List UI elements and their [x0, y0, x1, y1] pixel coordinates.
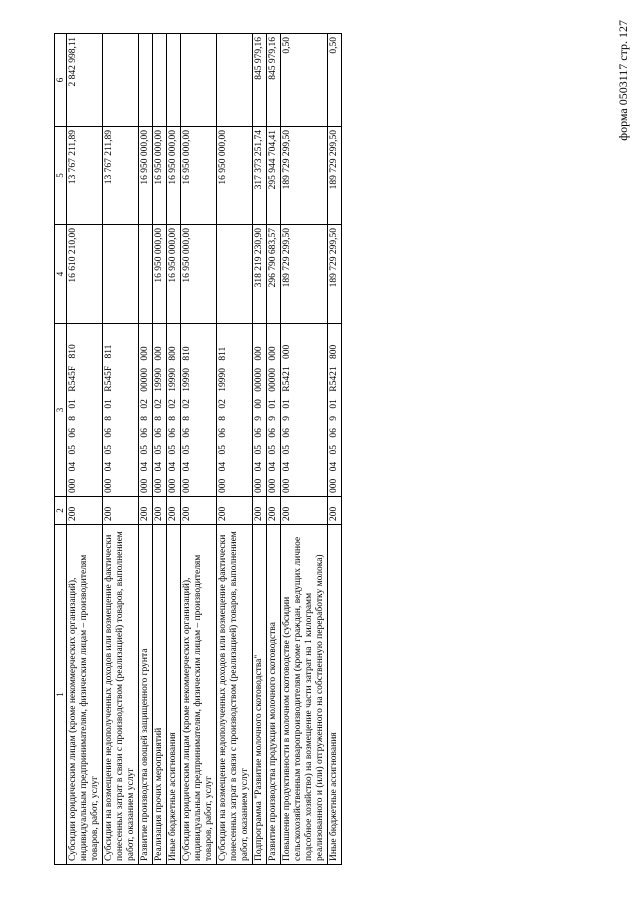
column-number: 3 — [55, 324, 67, 497]
table-row — [153, 34, 167, 865]
row-name: Субсидии на возмещение недополученных доходов или возмещение фактически понесенных затрат в связи с производством (реализацией) товаров, выполнением работ, оказанием услуг — [103, 525, 139, 865]
executed-amount: 13 767 211,89 — [67, 127, 103, 225]
line-code: 200 — [253, 497, 267, 525]
row-name: Подпрограмма "Развитие молочного скотоводства" — [253, 525, 267, 865]
line-code: 200 — [267, 497, 281, 525]
approved-amount: 189 729 299,50 — [281, 225, 328, 324]
approved-amount: 16 950 000,00 — [181, 225, 217, 324]
column-number: 6 — [55, 34, 67, 127]
executed-amount: 13 767 211,89 — [103, 127, 139, 225]
unexecuted-amount: 0,50 — [281, 34, 328, 127]
budget-classification-code: 000 04 05 06 9 00 00000 000 — [253, 324, 267, 497]
executed-amount: 16 950 000,00 — [139, 127, 153, 225]
budget-classification-code: 000 04 05 06 8 02 00000 000 — [139, 324, 153, 497]
approved-amount: 296 790 683,57 — [267, 225, 281, 324]
table-row — [267, 34, 281, 865]
unexecuted-amount: 845 979,16 — [253, 34, 267, 127]
budget-classification-code: 000 04 05 06 8 02 19990 810 — [181, 324, 217, 497]
unexecuted-amount: 2 842 998,11 — [67, 34, 103, 127]
executed-amount: 16 950 000,00 — [153, 127, 167, 225]
table-row — [281, 34, 328, 865]
budget-classification-code: 000 04 05 06 8 01 R545F 811 — [103, 324, 139, 497]
unexecuted-amount — [153, 34, 167, 127]
executed-amount: 295 944 704,41 — [267, 127, 281, 225]
unexecuted-amount — [167, 34, 181, 127]
budget-classification-code: 000 04 05 06 8 02 19990 800 — [167, 324, 181, 497]
unexecuted-amount: 0,50 — [328, 34, 342, 127]
column-number: 1 — [55, 525, 67, 865]
unexecuted-amount — [139, 34, 153, 127]
executed-amount: 189 729 299,50 — [281, 127, 328, 225]
row-name: Субсидии юридическим лицам (кроме некоммерческих организаций), индивидуальным предпринимателям, физическим лицам – производителям товаров, работ, услуг — [67, 525, 103, 865]
budget-classification-code: 000 04 05 06 8 02 19990 811 — [217, 324, 253, 497]
row-name: Реализация прочих мероприятий — [153, 525, 167, 865]
approved-amount: 16 950 000,00 — [167, 225, 181, 324]
line-code: 200 — [328, 497, 342, 525]
unexecuted-amount — [103, 34, 139, 127]
line-code: 200 — [139, 497, 153, 525]
row-name: Развитие производства овощей защищенного грунта — [139, 525, 153, 865]
executed-amount: 317 373 251,74 — [253, 127, 267, 225]
row-name: Субсидии юридическим лицам (кроме некоммерческих организаций), индивидуальным предпринимателям, физическим лицам – производителям товаров, работ, услуг — [181, 525, 217, 865]
budget-classification-code: 000 04 05 06 9 01 R5421 800 — [328, 324, 342, 497]
line-code: 200 — [153, 497, 167, 525]
line-code: 200 — [181, 497, 217, 525]
budget-classification-code: 000 04 05 06 9 01 R5421 000 — [281, 324, 328, 497]
column-number: 4 — [55, 225, 67, 324]
row-name: Субсидии на возмещение недополученных доходов или возмещение фактически понесенных затрат в связи с производством (реализацией) товаров, выполнением работ, оказанием услуг — [217, 525, 253, 865]
unexecuted-amount — [217, 34, 253, 127]
line-code: 200 — [167, 497, 181, 525]
unexecuted-amount: 845 979,16 — [267, 34, 281, 127]
column-numbers-row — [55, 34, 67, 865]
row-name: Повышение продуктивности в молочном скотоводстве (субсидии сельскохозяйственным товаропроизводителям (кроме граждан, ведущих личное подсобное хозяйство) на возмещение части затрат на 1 килограмм реализованного и (или) отгруженного на собственную переработку молока) — [281, 525, 328, 865]
line-code: 200 — [217, 497, 253, 525]
row-name: Иные бюджетные ассигнования — [167, 525, 181, 865]
table-row — [67, 34, 103, 865]
line-code: 200 — [103, 497, 139, 525]
approved-amount: 189 729 299,50 — [328, 225, 342, 324]
approved-amount — [103, 225, 139, 324]
executed-amount: 16 950 000,00 — [167, 127, 181, 225]
approved-amount — [139, 225, 153, 324]
approved-amount: 16 950 000,00 — [153, 225, 167, 324]
budget-classification-code: 000 04 05 06 9 01 00000 000 — [267, 324, 281, 497]
approved-amount — [217, 225, 253, 324]
column-number: 2 — [55, 497, 67, 525]
row-name: Иные бюджетные ассигнования — [328, 525, 342, 865]
column-number: 5 — [55, 127, 67, 225]
budget-classification-code: 000 04 05 06 8 02 19990 000 — [153, 324, 167, 497]
table-row — [328, 34, 342, 865]
table-row — [103, 34, 139, 865]
table-row — [181, 34, 217, 865]
unexecuted-amount — [181, 34, 217, 127]
line-code: 200 — [67, 497, 103, 525]
executed-amount: 16 950 000,00 — [217, 127, 253, 225]
executed-amount: 16 950 000,00 — [181, 127, 217, 225]
table-row — [217, 34, 253, 865]
line-code: 200 — [281, 497, 328, 525]
row-name: Развитие производства продукции молочного скотоводства — [267, 525, 281, 865]
executed-amount: 189 729 299,50 — [328, 127, 342, 225]
budget-classification-code: 000 04 05 06 8 01 R545F 810 — [67, 324, 103, 497]
table-row — [253, 34, 267, 865]
approved-amount: 16 610 210,00 — [67, 225, 103, 324]
table-row — [139, 34, 153, 865]
table-row — [167, 34, 181, 865]
approved-amount: 318 219 230,90 — [253, 225, 267, 324]
budget-report-table — [54, 33, 342, 865]
form-label: форма 0503117 стр. 127 — [616, 20, 630, 141]
